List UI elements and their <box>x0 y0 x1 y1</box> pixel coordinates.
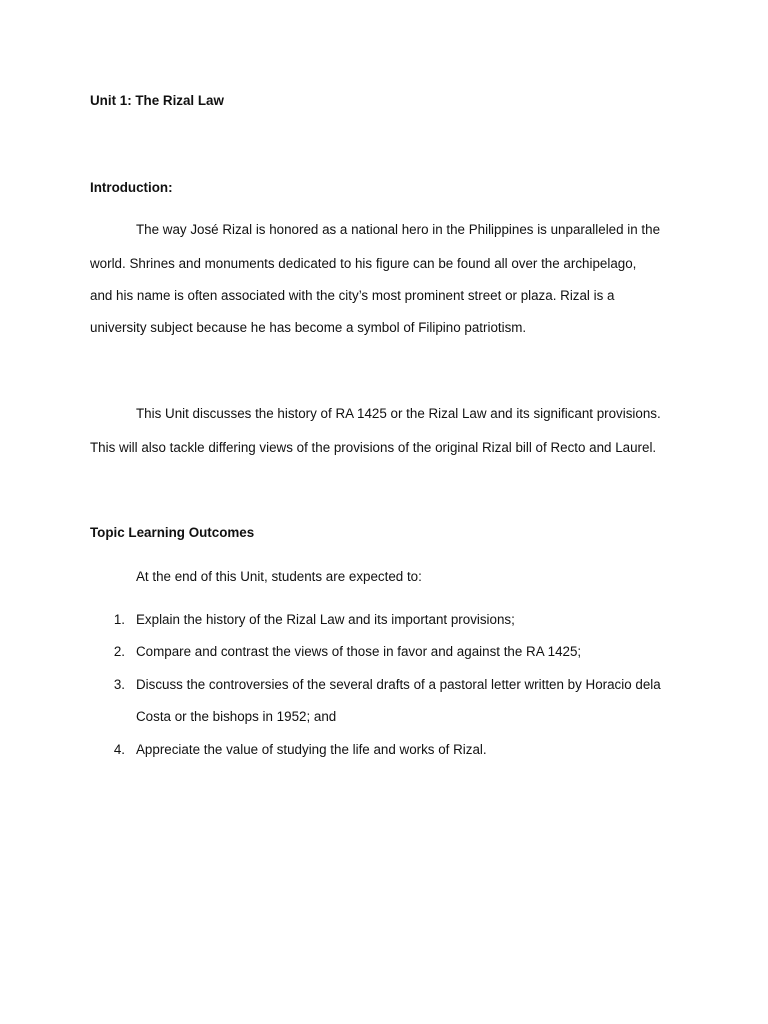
unit-scope-paragraph-line: This will also tackle differing views of the provisions of the original Rizal bill of Recto and Laurel. <box>90 440 657 455</box>
intro-paragraph-line: The way José Rizal is honored as a national hero in the Philippines is unparalleled in the <box>136 222 661 237</box>
list-item-number: 3. <box>113 677 125 692</box>
learning-outcomes-heading: Topic Learning Outcomes <box>90 525 255 540</box>
list-item-text: Discuss the controversies of the several drafts of a pastoral letter written by Horacio dela <box>136 677 661 692</box>
intro-paragraph-line: world. Shrines and monuments dedicated to his figure can be found all over the archipelago, <box>90 256 637 271</box>
list-item-number: 2. <box>113 644 125 659</box>
list-item-number: 4. <box>113 742 125 757</box>
intro-paragraph-line: and his name is often associated with the city’s most prominent street or plaza. Rizal is a <box>90 288 615 303</box>
list-item-text: Explain the history of the Rizal Law and its important provisions; <box>136 612 515 627</box>
unit-title: Unit 1: The Rizal Law <box>90 93 224 108</box>
list-item-number: 1. <box>113 612 125 627</box>
list-item-text-continuation: Costa or the bishops in 1952; and <box>136 709 337 724</box>
unit-scope-paragraph-line: This Unit discusses the history of RA 1425 or the Rizal Law and its significant provisions. <box>136 406 661 421</box>
list-item-text: Compare and contrast the views of those in favor and against the RA 1425; <box>136 644 582 659</box>
introduction-heading: Introduction: <box>90 180 173 195</box>
intro-paragraph-line: university subject because he has become a symbol of Filipino patriotism. <box>90 320 527 335</box>
learning-outcomes-lead: At the end of this Unit, students are expected to: <box>136 569 422 584</box>
list-item-text: Appreciate the value of studying the life and works of Rizal. <box>136 742 487 757</box>
